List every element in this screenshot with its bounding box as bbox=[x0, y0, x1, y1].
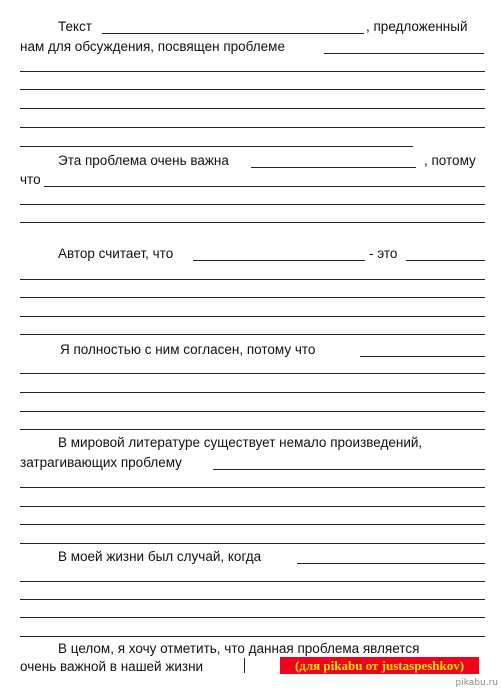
answer-line[interactable] bbox=[20, 316, 485, 317]
answer-line[interactable] bbox=[20, 297, 485, 298]
life-case-blank[interactable] bbox=[297, 563, 485, 564]
text-blank[interactable] bbox=[102, 33, 364, 34]
watermark: pikabu.ru bbox=[455, 678, 498, 688]
answer-line[interactable] bbox=[20, 599, 485, 600]
answer-line[interactable] bbox=[20, 392, 485, 393]
answer-line[interactable] bbox=[20, 543, 485, 544]
answer-line[interactable] bbox=[20, 636, 485, 637]
conclusion-label: В целом, я хочу отметить, что данная проблема является bbox=[58, 641, 420, 656]
literature-blank[interactable] bbox=[213, 469, 485, 470]
answer-line[interactable] bbox=[20, 506, 485, 507]
importance-blank[interactable] bbox=[251, 167, 416, 168]
agreement-label: Я полностью с ним согласен, потому что bbox=[60, 342, 316, 357]
agreement-blank[interactable] bbox=[360, 356, 485, 357]
answer-line[interactable] bbox=[20, 617, 485, 618]
answer-line[interactable] bbox=[20, 524, 485, 525]
answer-line[interactable] bbox=[20, 89, 485, 90]
answer-line[interactable] bbox=[20, 108, 485, 109]
answer-line[interactable] bbox=[20, 429, 485, 430]
text-label: Текст bbox=[58, 19, 92, 34]
answer-line[interactable] bbox=[20, 411, 485, 412]
problem-blank[interactable] bbox=[324, 53, 484, 54]
problem-label: нам для обсуждения, посвящен проблеме bbox=[20, 39, 285, 54]
conclusion-end-label: очень важной в нашей жизни bbox=[20, 659, 204, 674]
answer-line[interactable] bbox=[20, 71, 485, 72]
answer-line[interactable] bbox=[20, 146, 413, 147]
because-label: , потому bbox=[424, 153, 476, 168]
literature-problem-label: затрагивающих проблему bbox=[20, 455, 182, 470]
answer-line[interactable] bbox=[20, 279, 485, 280]
life-case-label: В моей жизни был случай, когда bbox=[58, 549, 262, 564]
author-blank[interactable] bbox=[193, 260, 365, 261]
this-is-label: - это bbox=[369, 246, 398, 261]
credit-badge: (для pikabu от justaspeshkov) bbox=[280, 657, 479, 674]
proposed-label: , предложенный bbox=[366, 19, 468, 34]
text-cursor bbox=[244, 658, 245, 673]
answer-line[interactable] bbox=[20, 581, 485, 582]
that-label: что bbox=[20, 172, 41, 187]
answer-line[interactable] bbox=[20, 127, 485, 128]
this-is-blank[interactable] bbox=[406, 260, 485, 261]
importance-label: Эта проблема очень важна bbox=[58, 153, 229, 168]
answer-line[interactable] bbox=[20, 222, 485, 223]
answer-line[interactable] bbox=[20, 204, 485, 205]
answer-line[interactable] bbox=[20, 487, 485, 488]
author-label: Автор считает, что bbox=[58, 246, 174, 261]
that-blank[interactable] bbox=[44, 186, 485, 187]
answer-line[interactable] bbox=[20, 373, 485, 374]
answer-line[interactable] bbox=[20, 334, 485, 335]
literature-label: В мировой литературе существует немало произведений, bbox=[58, 435, 423, 450]
